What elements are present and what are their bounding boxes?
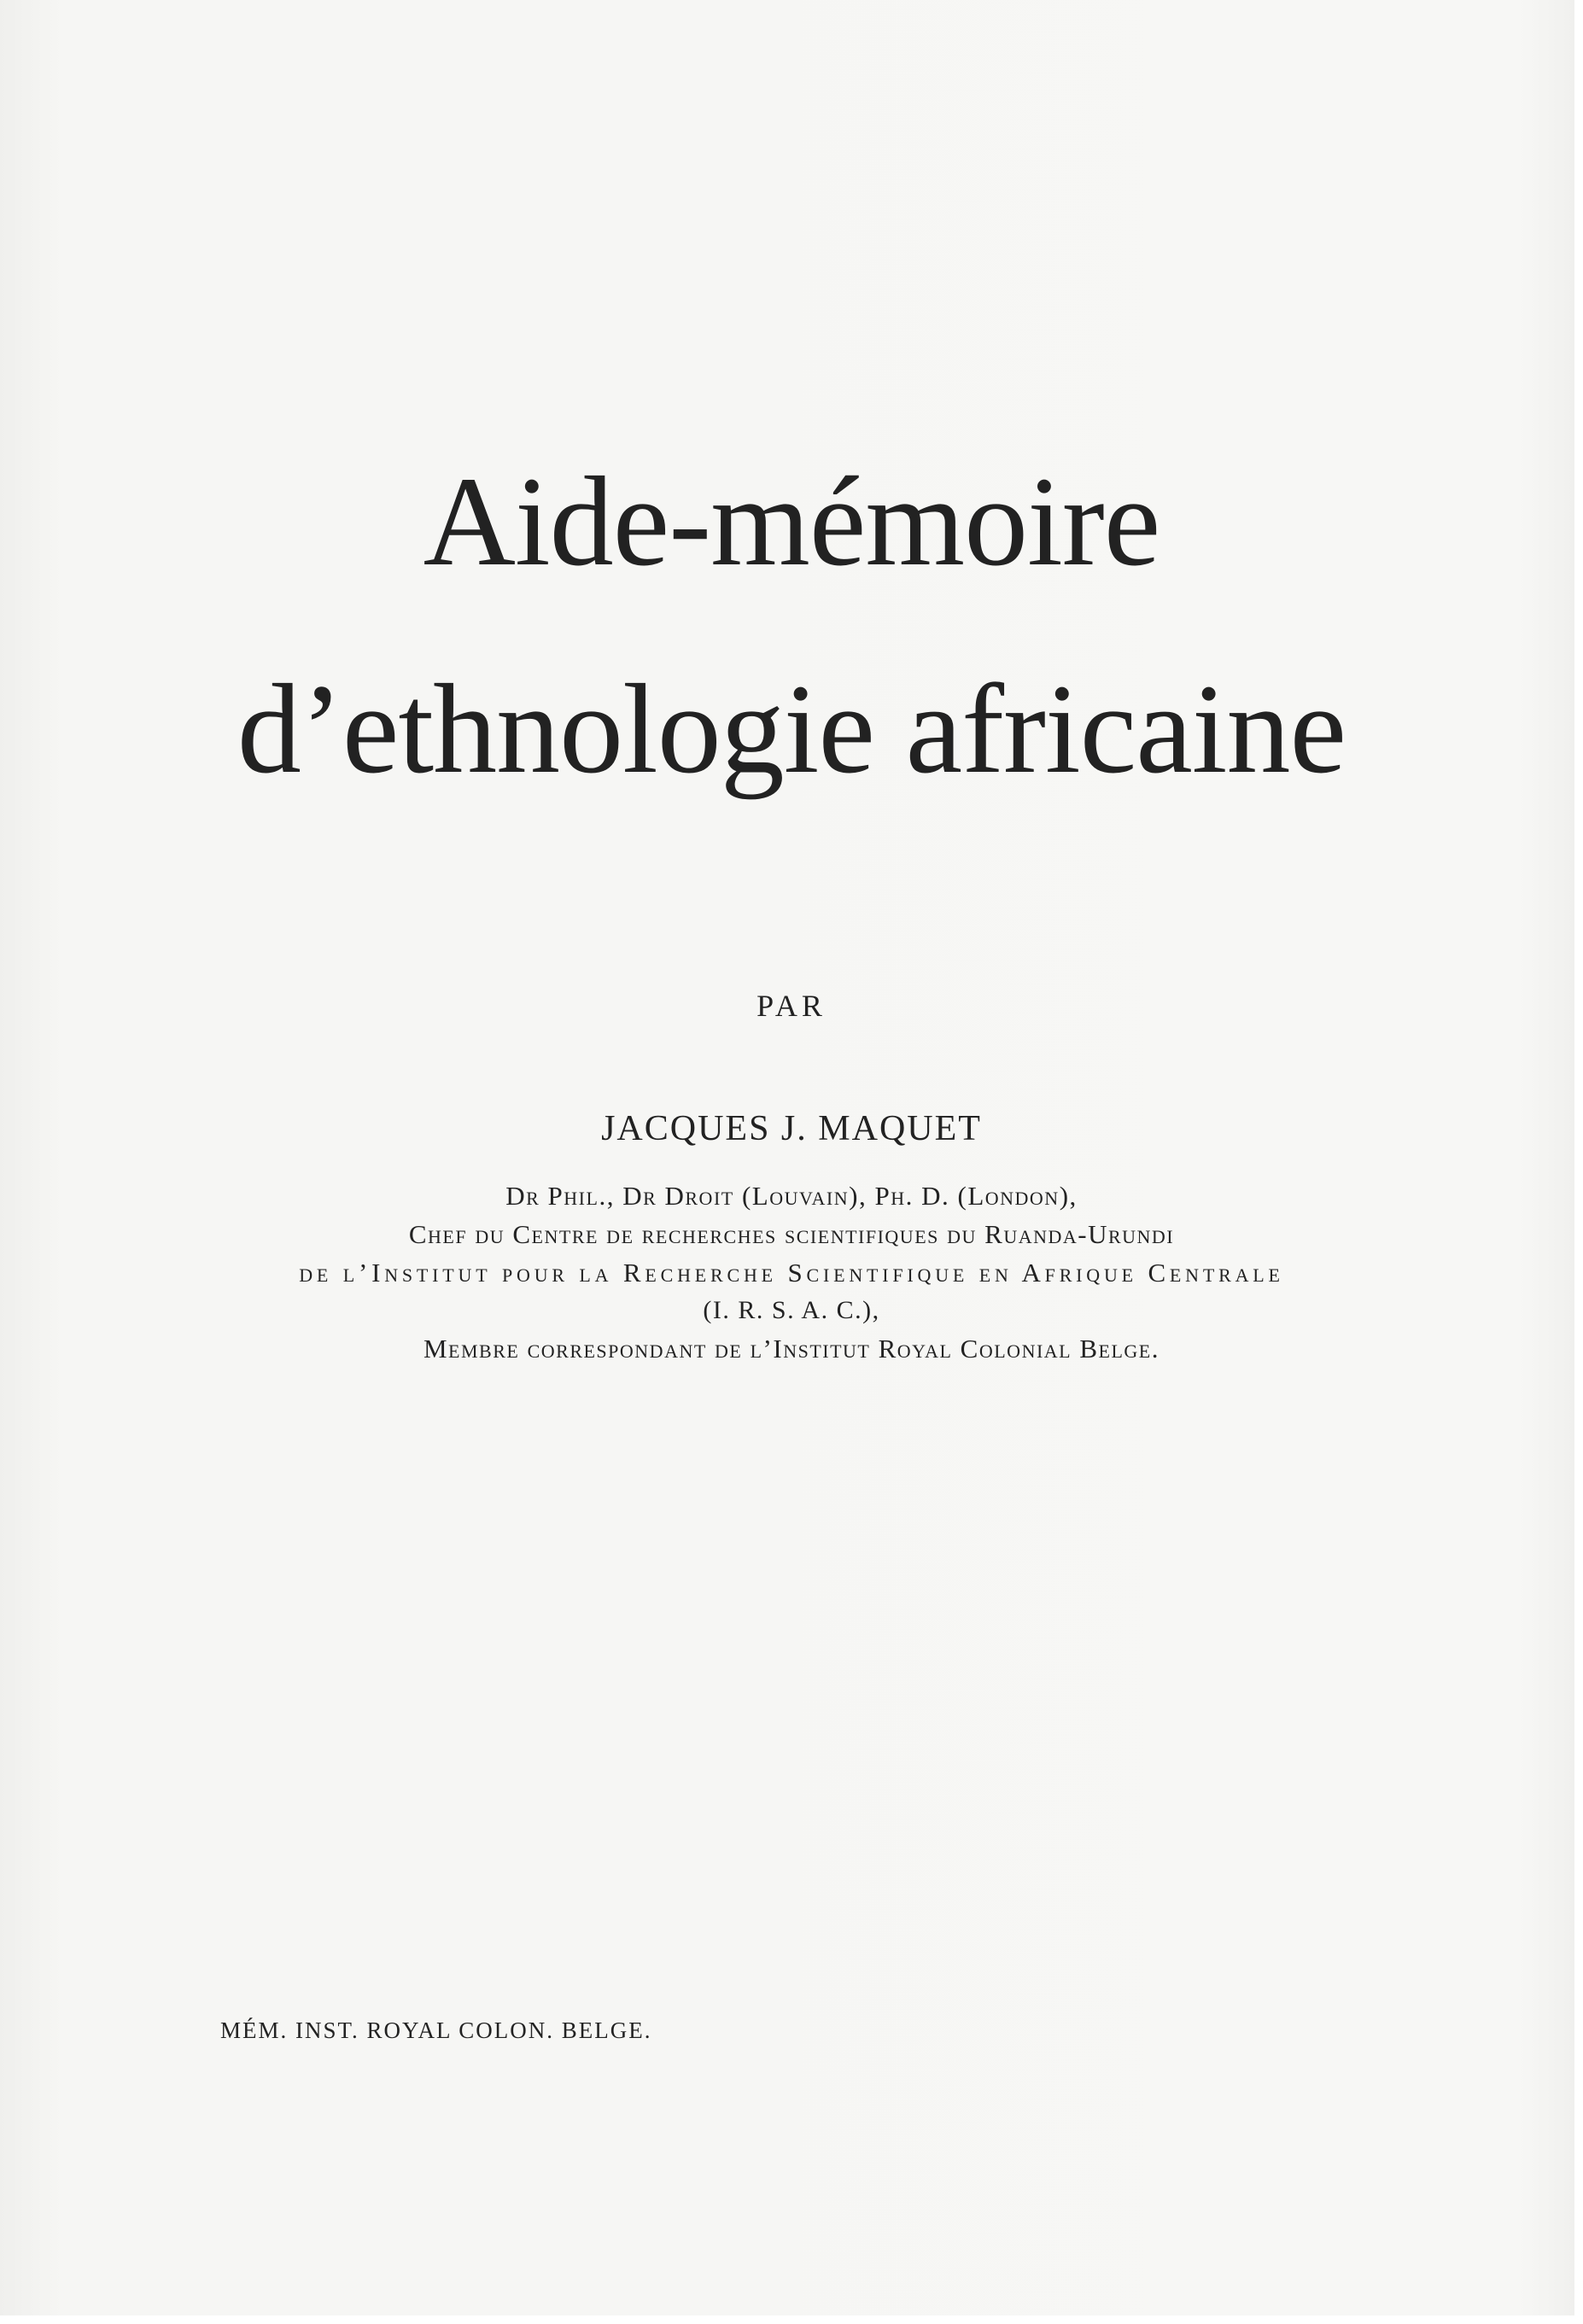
author-credential-1: Dr Phil., Dr Droit (Louvain), Ph. D. (London), bbox=[505, 1181, 1078, 1211]
title-line-1: Aide-mémoire bbox=[423, 451, 1160, 593]
author-name: JACQUES J. MAQUET bbox=[601, 1109, 982, 1148]
author-credential-4: (I. R. S. A. C.), bbox=[703, 1296, 880, 1324]
page-edge-bottom bbox=[0, 2315, 1583, 2324]
page-edge-right bbox=[1574, 0, 1583, 2324]
author-credential-3: de l’Institut pour la Recherche Scientifique en Afrique Centrale bbox=[299, 1258, 1284, 1288]
publication-footer: MÉM. INST. ROYAL COLON. BELGE. bbox=[220, 2017, 652, 2043]
title-line-2: d’ethnologie africaine bbox=[237, 658, 1346, 800]
author-credential-2: Chef du Centre de recherches scientifiques du Ruanda-Urundi bbox=[408, 1219, 1175, 1249]
author-credential-5: Membre correspondant de l’Institut Royal Colonial Belge. bbox=[423, 1334, 1160, 1363]
by-word: PAR bbox=[756, 989, 827, 1023]
